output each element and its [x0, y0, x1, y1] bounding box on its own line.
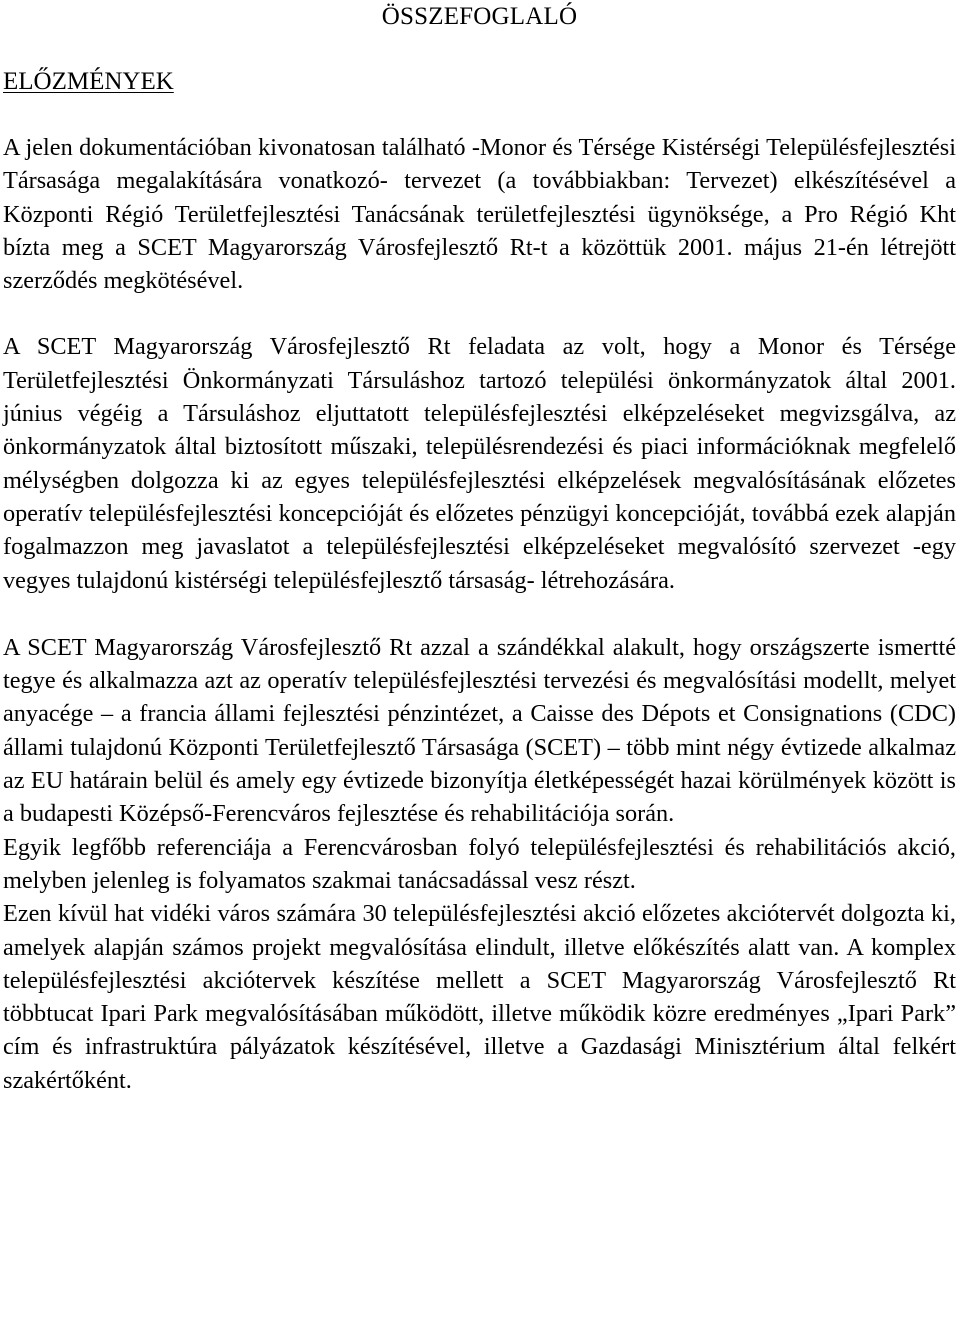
document-page [3, 0, 956, 1097]
document-title: ÖSSZEFOGLALÓ [381, 3, 578, 30]
section-heading-elozmenyek: ELŐZMÉNYEK [3, 68, 174, 95]
paragraph: A SCET Magyarország Városfejlesztő Rt azzal a szándékkal alakult, hogy országszerte ismertté tegye és alkalmazza azt az operatív településfejlesztési tervezési és megvalósítási modellt, melyet anyacége – a francia állami fejlesztési pénzintézet, a Caisse des Dépots et Consignations (CDC) állami tulajdonú Központi Területfejlesztő Társasága (SCET) – több mint négy évtizede alkalmaz az EU határain belül és amely egy évtizede bizonyítja életképességét hazai körülmények között is a budapesti Középső-Ferencváros fejlesztése és rehabilitációja során. [3, 633, 956, 828]
paragraph: Egyik legfőbb referenciája a Ferencvárosban folyó településfejlesztési és rehabilitációs akció, melyben jelenleg is folyamatos szakmai tanácsadással vesz részt. [3, 833, 956, 894]
paragraph: Ezen kívül hat vidéki város számára 30 településfejlesztési akció előzetes akciótervét dolgozta ki, amelyek alapján számos projekt megvalósítása elindult, illetve előkészítés alatt van. A komplex településfejlesztési akciótervek készítése mellett a SCET Magyarország Városfejlesztő Rt többtucat Ipari Park megvalósításában működött, illetve működik közre eredményes „Ipari Park” cím és infrastruktúra pályázatok készítésével, illetve a Gazdasági Minisztérium által felkért szakértőként. [3, 900, 956, 1094]
paragraph: A jelen dokumentációban kivonatosan található -Monor és Térsége Kistérségi Településfejlesztési Társasága megalakítására vonatkozó- tervezet (a továbbiakban: Tervezet) elkészítésével a Központi Régió Területfejlesztési Tanácsának területfejlesztési ügynöksége, a Pro Régió Kht bízta meg a SCET Magyarország Városfejlesztő Rt-t a közöttük 2001. május 21-én létrejött szerződés megkötésével. [3, 134, 956, 295]
paragraph: A SCET Magyarország Városfejlesztő Rt feladata az volt, hogy a Monor és Térsége Területfejlesztési Önkormányzati Társuláshoz tartozó települési önkormányzatok által 2001. június végéig a Társuláshoz eljuttatott településfejlesztési elképzeléseket megvizsgálva, az önkormányzatok által biztosított műszaki, településrendezési és piaci információknak megfelelő mélységben dolgozza ki az egyes településfejlesztési elképzelések megvalósításának előzetes operatív településfejlesztési koncepcióját és előzetes pénzügyi koncepcióját, továbbá ezek alapján fogalmazzon meg javaslatot a településfejlesztési elképzeléseket megvalósító szervezet -egy vegyes tulajdonú kistérségi településfejlesztő társaság- létrehozására. [3, 333, 956, 594]
